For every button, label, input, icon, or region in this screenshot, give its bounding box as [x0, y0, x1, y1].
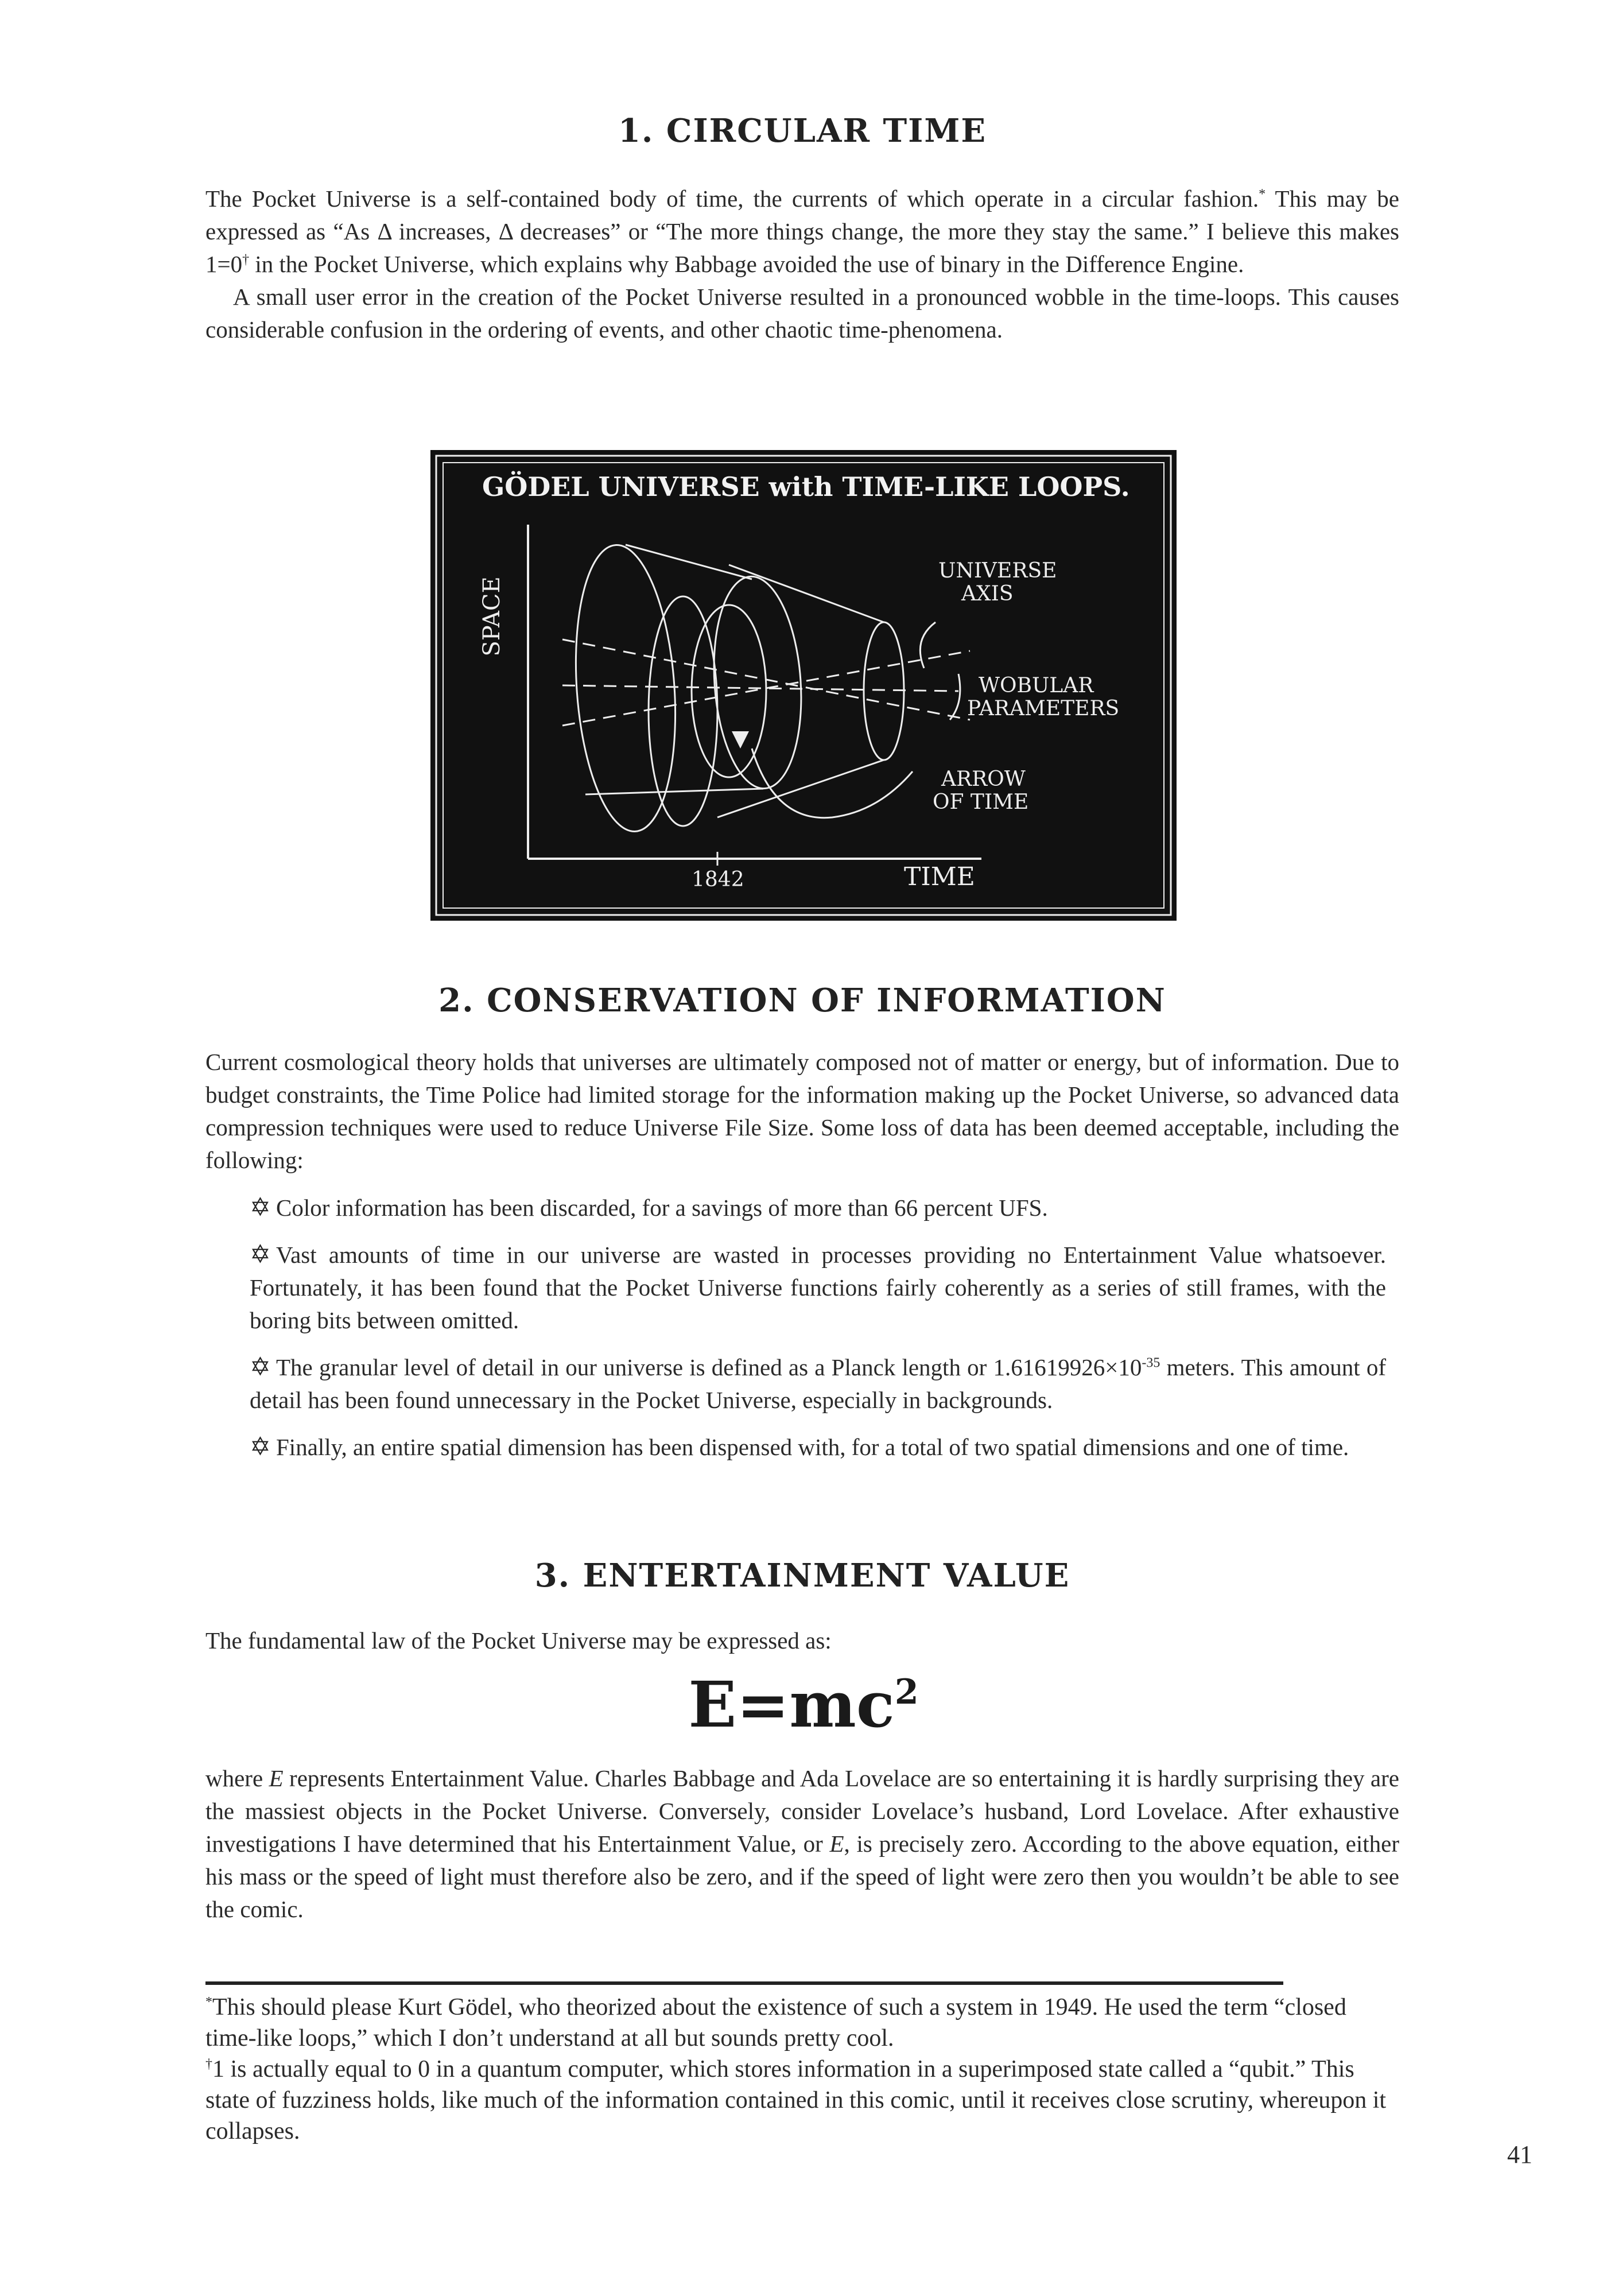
star-icon: ✡ — [250, 1193, 271, 1221]
list-item: ✡ Vast amounts of time in our universe are wasted in processes providing no Entertainment Value whatsoever. Fortunately, it has been found that the Pocket Universe functions fairly coherently as a series of still frames, with the boring bits between omitted. — [250, 1238, 1386, 1337]
list-item: ✡ Color information has been discarded, for a savings of more than 66 percent UFS. — [250, 1191, 1386, 1224]
footnote-ref-dagger: † — [242, 252, 250, 267]
godel-universe-figure — [430, 450, 1177, 921]
formula: $E=mc^2$ — [688, 1667, 919, 1742]
page-number: 41 — [1507, 2140, 1532, 2169]
section-2-heading: 2. CONSERVATION OF INFORMATION — [438, 982, 1166, 1019]
footnote-ref-star: * — [1259, 187, 1266, 202]
figure-title: GÖDEL UNIVERSE with TIME-LIKE LOOPS. — [482, 471, 1130, 502]
label-arrow-of-time-1: ARROW — [941, 767, 1026, 791]
list-item: ✡ Finally, an entire spatial dimension has been dispensed with, for a total of two spatial dimensions and one of time. — [250, 1430, 1386, 1464]
section-1-paragraph-2: A small user error in the creation of the Pocket Universe resulted in a pronounced wobble in the time-loops. This causes considerable confusion in the ordering of events, and other chaotic time-phenomena. — [205, 284, 1399, 343]
figure-svg — [430, 450, 1177, 921]
section-3-intro: The fundamental law of the Pocket Universe may be expressed as: — [205, 1627, 832, 1654]
footnote-rule — [205, 1981, 1283, 1985]
footnote-2: †1 is actually equal to 0 in a quantum computer, which stores information in a superimposed state called a “qubit.” This state of fuzziness holds, like much of the information contained in this comic, until it receives close scrutiny, whereupon it collapses. — [205, 2056, 1387, 2144]
footnote-1: *This should please Kurt Gödel, who theorized about the existence of such a system in 1949. He used the term “closed time-like loops,” which I don’t understand at all but sounds pretty cool. — [205, 1994, 1346, 2051]
section-3-body: where E represents Entertainment Value. Charles Babbage and Ada Lovelace are so entertaining it is hardly surprising they are the massiest objects in the Pocket Universe. Conversely, consider Lovelace’s husband, Lord Lovelace. After exhaustive investigations I have determined that his Entertainment Value, or E, is precisely zero. According to the above equation, either his mass or the speed of light must therefore also be zero, and if the speed of light were zero then you wouldn’t be able to see the comic. — [205, 1765, 1399, 1922]
x-tick-label: 1842 — [692, 868, 744, 891]
star-icon: ✡ — [250, 1353, 271, 1381]
y-axis-label: SPACE — [479, 576, 505, 657]
section-2-body: Current cosmological theory holds that universes are ultimately composed not of matter or energy, but of information. Due to budget constraints, the Time Police had limited storage for the information making up the Pocket Universe, so advanced data compression techniques were used to reduce Universe File Size. Some loss of data has been deemed acceptable, including the following: — [205, 1049, 1399, 1173]
x-axis-label: TIME — [904, 862, 975, 891]
section-1-paragraph-1: The Pocket Universe is a self-contained body of time, the currents of which operate in a circular fashion.* This may be expressed as “As Δ increases, Δ decreases” or “The more things change, the more they stay the same.” I believe this makes 1=0† in the Pocket Universe, which explains why Babbage avoided the use of binary in the Difference Engine. — [205, 185, 1400, 277]
star-icon: ✡ — [250, 1433, 271, 1461]
label-universe-axis-1: UNIVERSE — [938, 559, 1057, 583]
bullet-list — [250, 1191, 1386, 1477]
footnotes — [205, 1992, 1388, 2147]
section-1-body — [205, 183, 1399, 346]
label-wobular-2: PARAMETERS — [967, 697, 1120, 720]
section-1-heading: 1. CIRCULAR TIME — [618, 112, 987, 150]
label-wobular-1: WOBULAR — [979, 674, 1094, 697]
section-3-heading: 3. ENTERTAINMENT VALUE — [534, 1557, 1070, 1595]
label-arrow-of-time-2: OF TIME — [933, 790, 1029, 814]
label-universe-axis-2: AXIS — [961, 582, 1014, 606]
list-item: ✡ The granular level of detail in our universe is defined as a Planck length or $1.61619926\times 10^{-35}$ meters. This amount of detail has been found unnecessary in the Pocket Universe, especially in backgrounds. — [250, 1351, 1386, 1417]
star-icon: ✡ — [250, 1240, 271, 1269]
